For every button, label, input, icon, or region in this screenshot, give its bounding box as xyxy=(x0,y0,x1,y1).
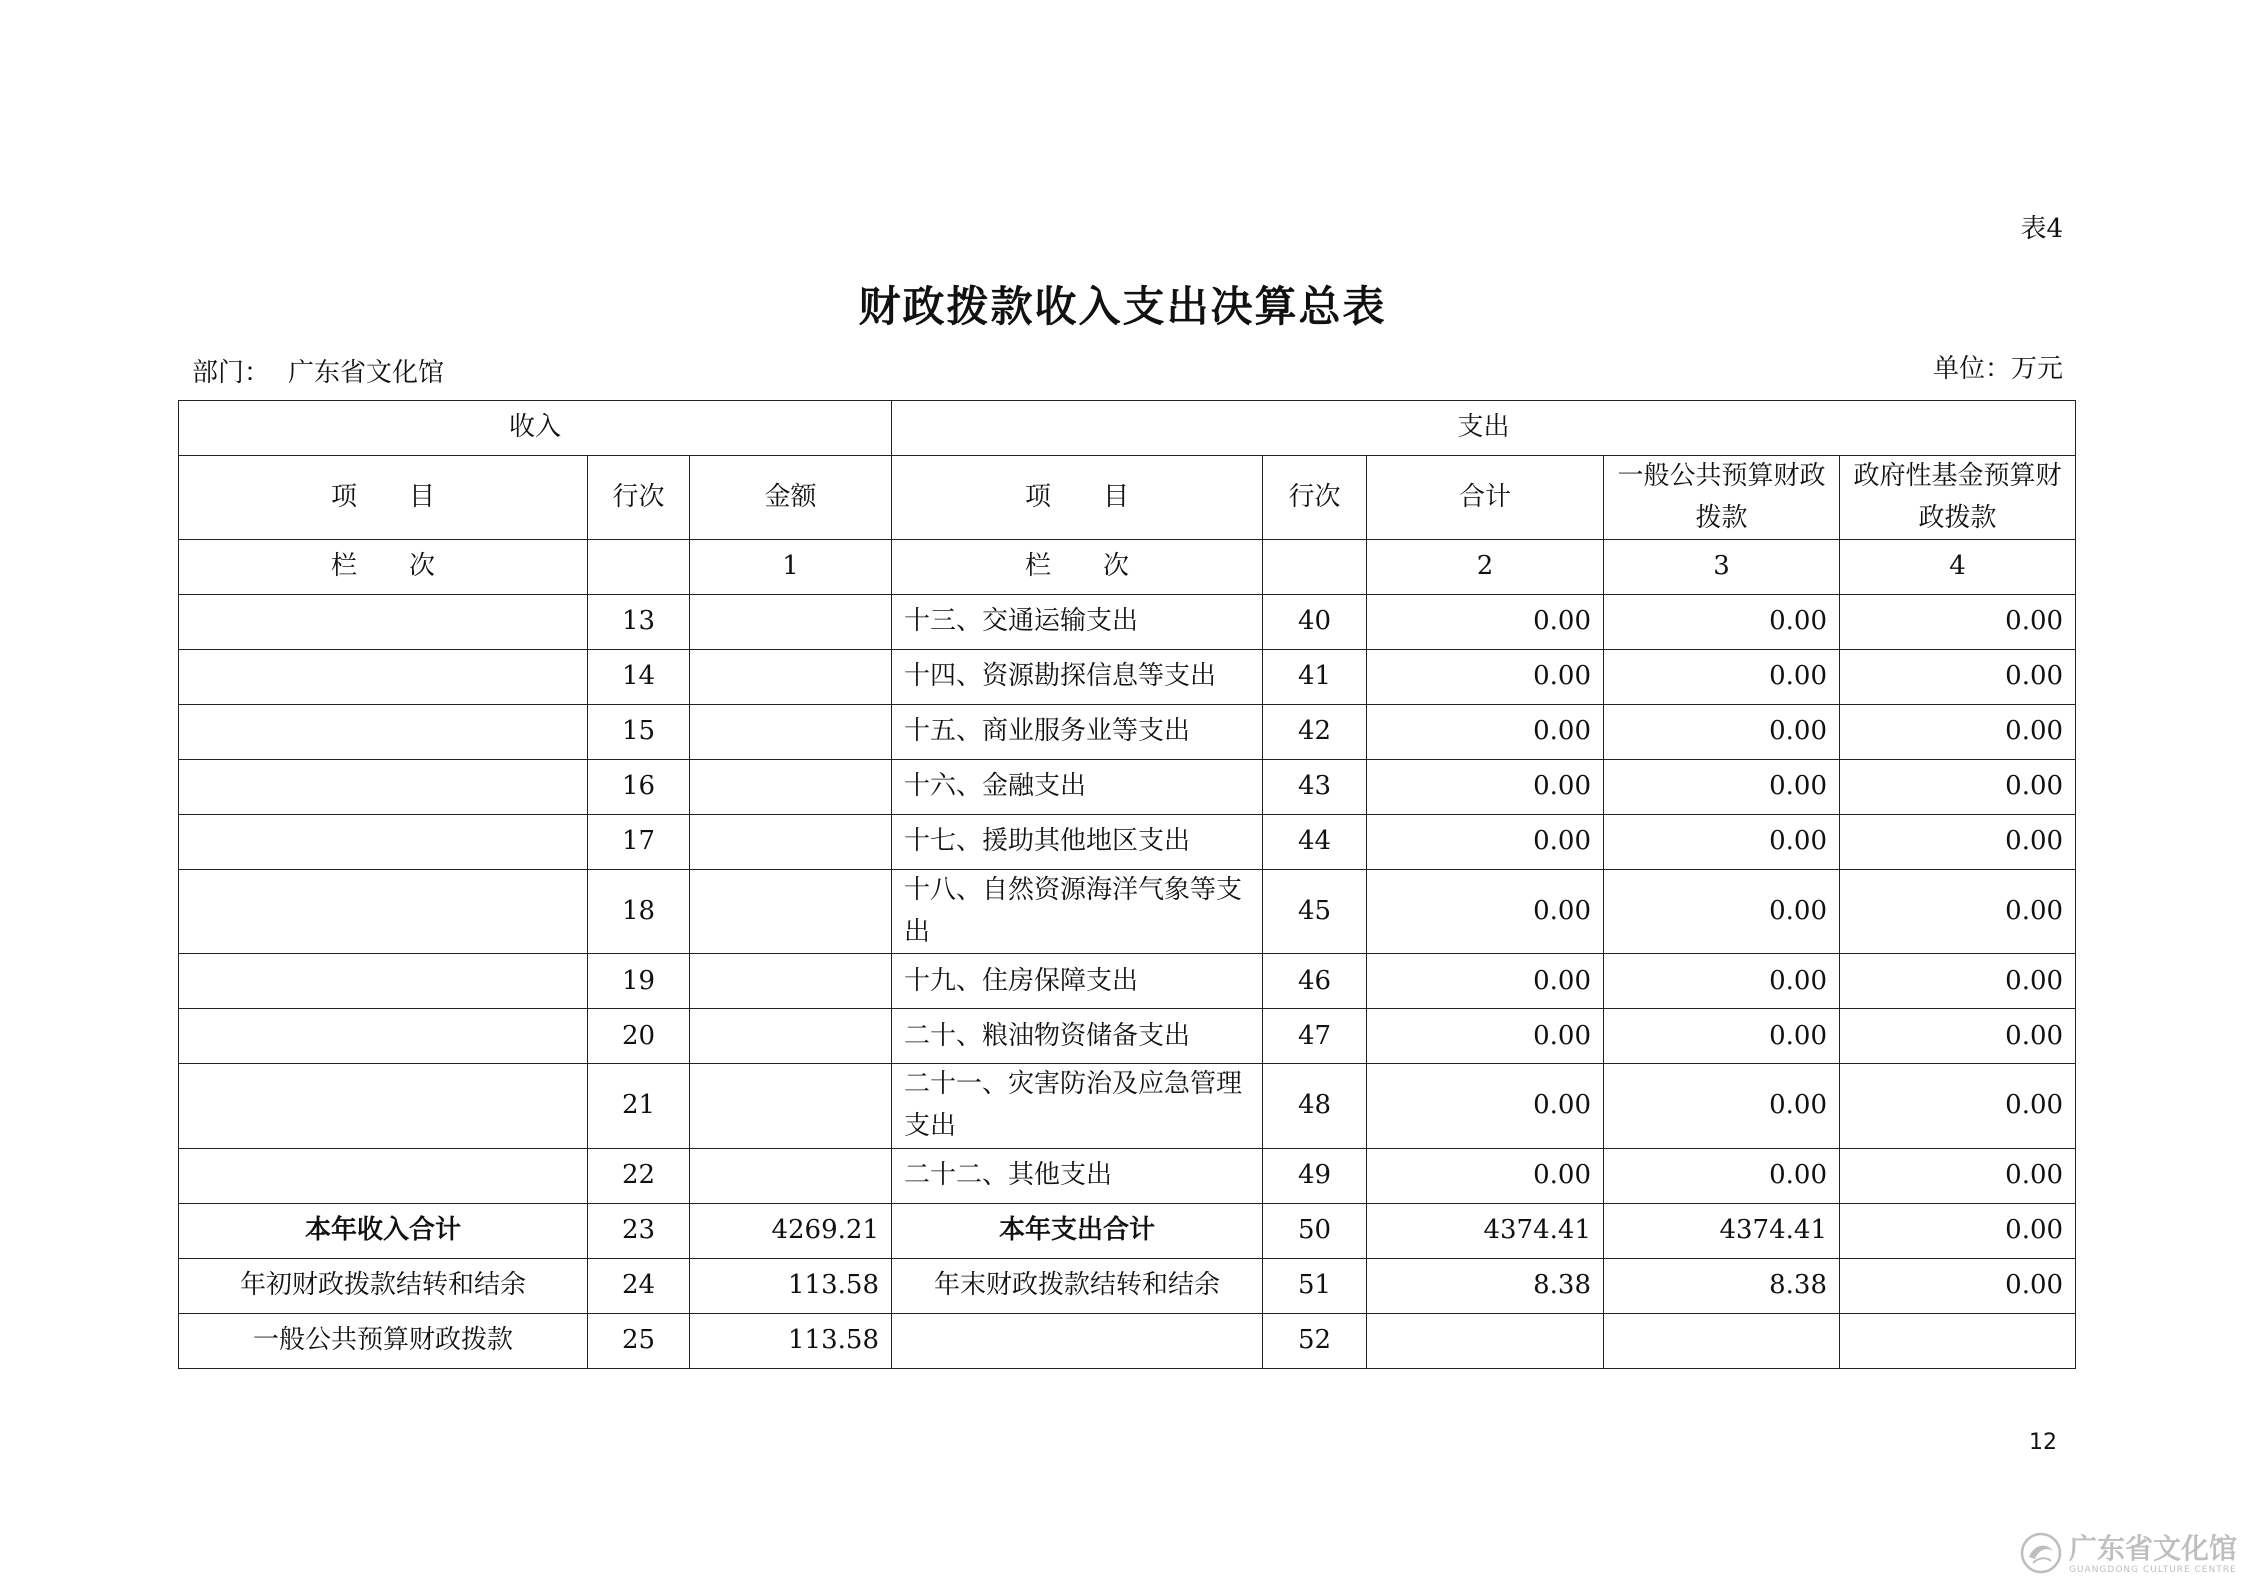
expense-row-no: 44 xyxy=(1263,815,1367,870)
column-number-row xyxy=(179,540,2076,595)
expense-total: 0.00 xyxy=(1367,650,1604,705)
general-budget-amount xyxy=(1604,1313,1840,1368)
income-amount xyxy=(690,870,892,954)
gov-fund-amount: 0.00 xyxy=(1840,1009,2076,1064)
income-amount-header: 金额 xyxy=(690,456,892,540)
general-budget-amount: 0.00 xyxy=(1604,705,1840,760)
watermark-english: GUANGDONG CULTURE CENTRE xyxy=(2068,1565,2237,1575)
income-item xyxy=(179,1009,588,1064)
department-label: 部门： xyxy=(192,358,271,388)
general-budget-amount: 0.00 xyxy=(1604,954,1840,1009)
expense-row-no: 45 xyxy=(1263,870,1367,954)
gov-fund-amount: 0.00 xyxy=(1840,650,2076,705)
income-row-no: 21 xyxy=(588,1064,690,1148)
general-budget-amount: 0.00 xyxy=(1604,1009,1840,1064)
income-total-amount: 4269.21 xyxy=(690,1203,892,1258)
income-row-no: 22 xyxy=(588,1148,690,1203)
gov-fund-amount: 0.00 xyxy=(1840,1148,2076,1203)
watermark xyxy=(2019,1531,2237,1579)
expense-total: 0.00 xyxy=(1367,1064,1604,1148)
gov-fund-amount: 0.00 xyxy=(1840,1258,2076,1313)
column-header-row xyxy=(179,456,2076,540)
general-budget-amount: 4374.41 xyxy=(1604,1203,1840,1258)
expense-item: 十四、资源勘探信息等支出 xyxy=(892,650,1263,705)
table-row xyxy=(179,1313,2076,1368)
general-budget-amount: 0.00 xyxy=(1604,760,1840,815)
expense-row-no: 47 xyxy=(1263,1009,1367,1064)
page-title: 财政拨款收入支出决算总表 xyxy=(858,282,1387,331)
income-row-no: 13 xyxy=(588,595,690,650)
income-amount xyxy=(690,1009,892,1064)
expense-item-header: 项 目 xyxy=(892,456,1263,540)
column-number-2: 2 xyxy=(1367,540,1604,595)
expense-total: 4374.41 xyxy=(1367,1203,1604,1258)
income-item xyxy=(179,1064,588,1148)
income-amount: 113.58 xyxy=(690,1313,892,1368)
income-amount xyxy=(690,705,892,760)
gov-fund-amount: 0.00 xyxy=(1840,870,2076,954)
table-row xyxy=(179,870,2076,954)
income-section-header: 收入 xyxy=(179,401,892,456)
income-item: 年初财政拨款结转和结余 xyxy=(179,1258,588,1313)
income-item xyxy=(179,870,588,954)
table-row xyxy=(179,705,2076,760)
column-number-4: 4 xyxy=(1840,540,2076,595)
expense-item: 二十、粮油物资储备支出 xyxy=(892,1009,1263,1064)
column-number-3: 3 xyxy=(1604,540,1840,595)
general-budget-amount: 0.00 xyxy=(1604,1064,1840,1148)
gov-fund-amount: 0.00 xyxy=(1840,705,2076,760)
gov-fund-amount: 0.00 xyxy=(1840,760,2076,815)
income-amount xyxy=(690,595,892,650)
general-budget-amount: 0.00 xyxy=(1604,650,1840,705)
culture-centre-logo-icon xyxy=(2019,1531,2063,1579)
table-row xyxy=(179,760,2076,815)
income-row-no: 18 xyxy=(588,870,690,954)
expense-item: 十七、援助其他地区支出 xyxy=(892,815,1263,870)
gov-fund-header: 政府性基金预算财政拨款 xyxy=(1840,456,2076,540)
expense-section-header: 支出 xyxy=(892,401,2076,456)
unit-label: 单位：万元 xyxy=(1932,354,2063,384)
department-line xyxy=(192,352,444,389)
expense-row-no: 48 xyxy=(1263,1064,1367,1148)
income-item xyxy=(179,815,588,870)
expense-item: 二十二、其他支出 xyxy=(892,1148,1263,1203)
expense-row-no: 52 xyxy=(1263,1313,1367,1368)
gov-fund-amount: 0.00 xyxy=(1840,815,2076,870)
table-row xyxy=(179,1064,2076,1148)
expense-item: 二十一、灾害防治及应急管理支出 xyxy=(892,1064,1263,1148)
expense-total: 0.00 xyxy=(1367,705,1604,760)
general-budget-amount: 8.38 xyxy=(1604,1258,1840,1313)
income-row-no: 24 xyxy=(588,1258,690,1313)
expense-total: 0.00 xyxy=(1367,1009,1604,1064)
table-row xyxy=(179,1009,2076,1064)
expense-column-label: 栏 次 xyxy=(892,540,1263,595)
expense-item: 十八、自然资源海洋气象等支出 xyxy=(892,870,1263,954)
empty-cell xyxy=(1263,540,1367,595)
expense-row-no: 42 xyxy=(1263,705,1367,760)
expense-item: 十九、住房保障支出 xyxy=(892,954,1263,1009)
income-total-label: 本年收入合计 xyxy=(179,1203,588,1258)
expense-total: 0.00 xyxy=(1367,954,1604,1009)
expense-row-no: 49 xyxy=(1263,1148,1367,1203)
income-amount xyxy=(690,1064,892,1148)
income-row-no-header: 行次 xyxy=(588,456,690,540)
income-row-no: 15 xyxy=(588,705,690,760)
income-row-no: 14 xyxy=(588,650,690,705)
expense-item xyxy=(892,1313,1263,1368)
expense-total-header: 合计 xyxy=(1367,456,1604,540)
expense-total-label: 本年支出合计 xyxy=(892,1203,1263,1258)
income-item-header: 项 目 xyxy=(179,456,588,540)
expense-row-no: 51 xyxy=(1263,1258,1367,1313)
income-amount xyxy=(690,760,892,815)
expense-item: 十五、商业服务业等支出 xyxy=(892,705,1263,760)
income-amount xyxy=(690,1148,892,1203)
department-name: 广东省文化馆 xyxy=(288,358,445,388)
income-row-no: 23 xyxy=(588,1203,690,1258)
general-budget-amount: 0.00 xyxy=(1604,815,1840,870)
income-row-no: 17 xyxy=(588,815,690,870)
general-budget-amount: 0.00 xyxy=(1604,870,1840,954)
income-row-no: 20 xyxy=(588,1009,690,1064)
watermark-name: 广东省文化馆 xyxy=(2068,1532,2237,1565)
expense-row-no: 43 xyxy=(1263,760,1367,815)
income-item xyxy=(179,595,588,650)
income-item xyxy=(179,760,588,815)
budget-summary-table xyxy=(178,400,2076,1369)
general-budget-amount: 0.00 xyxy=(1604,595,1840,650)
expense-total: 0.00 xyxy=(1367,760,1604,815)
income-column-label: 栏 次 xyxy=(179,540,588,595)
expense-total xyxy=(1367,1313,1604,1368)
expense-total: 0.00 xyxy=(1367,870,1604,954)
table-row xyxy=(179,595,2076,650)
income-row-no: 19 xyxy=(588,954,690,1009)
expense-row-no: 41 xyxy=(1263,650,1367,705)
expense-row-no: 46 xyxy=(1263,954,1367,1009)
gov-fund-amount: 0.00 xyxy=(1840,1203,2076,1258)
gov-fund-amount xyxy=(1840,1313,2076,1368)
page-number: 12 xyxy=(2029,1430,2057,1455)
income-amount xyxy=(690,954,892,1009)
column-number-1: 1 xyxy=(690,540,892,595)
expense-total: 8.38 xyxy=(1367,1258,1604,1313)
table-row xyxy=(179,815,2076,870)
expense-item: 十六、金融支出 xyxy=(892,760,1263,815)
table-row xyxy=(179,1258,2076,1313)
gov-fund-amount: 0.00 xyxy=(1840,954,2076,1009)
table-row xyxy=(179,1148,2076,1203)
expense-total: 0.00 xyxy=(1367,815,1604,870)
expense-row-no-header: 行次 xyxy=(1263,456,1367,540)
table-row xyxy=(179,954,2076,1009)
gov-fund-amount: 0.00 xyxy=(1840,595,2076,650)
section-header-row xyxy=(179,401,2076,456)
income-row-no: 25 xyxy=(588,1313,690,1368)
expense-total: 0.00 xyxy=(1367,595,1604,650)
table-number-label: 表4 xyxy=(2020,214,2063,244)
income-amount xyxy=(690,650,892,705)
expense-item: 年末财政拨款结转和结余 xyxy=(892,1258,1263,1313)
income-amount: 113.58 xyxy=(690,1258,892,1313)
income-amount xyxy=(690,815,892,870)
income-row-no: 16 xyxy=(588,760,690,815)
empty-cell xyxy=(588,540,690,595)
income-item xyxy=(179,705,588,760)
gov-fund-amount: 0.00 xyxy=(1840,1064,2076,1148)
expense-total: 0.00 xyxy=(1367,1148,1604,1203)
income-item xyxy=(179,1148,588,1203)
total-row xyxy=(179,1203,2076,1258)
expense-row-no: 50 xyxy=(1263,1203,1367,1258)
expense-item: 十三、交通运输支出 xyxy=(892,595,1263,650)
table-row xyxy=(179,650,2076,705)
income-item xyxy=(179,954,588,1009)
general-budget-header: 一般公共预算财政拨款 xyxy=(1604,456,1840,540)
income-item: 一般公共预算财政拨款 xyxy=(179,1313,588,1368)
expense-row-no: 40 xyxy=(1263,595,1367,650)
income-item xyxy=(179,650,588,705)
general-budget-amount: 0.00 xyxy=(1604,1148,1840,1203)
